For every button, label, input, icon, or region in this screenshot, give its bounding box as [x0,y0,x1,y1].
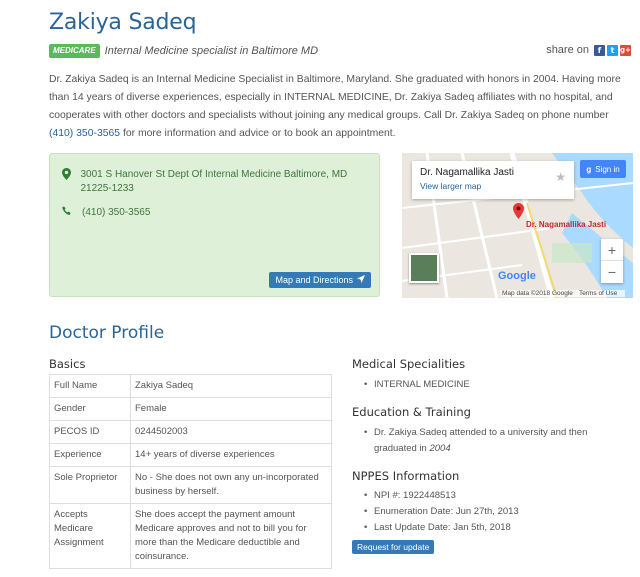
sign-in-button[interactable] [580,160,626,178]
location-arrow-icon [357,275,365,285]
list-item [362,425,632,457]
phone-icon [62,206,74,220]
facebook-icon[interactable]: f [594,45,605,56]
view-larger-map-link[interactable]: View larger map [420,181,482,191]
star-icon[interactable]: ★ [555,170,566,184]
twitter-icon[interactable]: t [607,45,618,56]
address-row [62,168,362,196]
list-item: • INTERNAL MEDICINE [362,377,470,393]
request-update-button[interactable]: Request for update [352,540,434,554]
basics-value: Female [131,398,332,421]
nppes-list [362,488,519,536]
phone-text[interactable]: (410) 350-3565 [82,207,151,218]
address-text: 3001 S Hanover St Dept Of Internal Medicine Baltimore, MD 21225-1233 [80,169,348,194]
list-item: • Last Update Date: Jan 5th, 2018 [362,520,519,536]
education-heading: Education & Training [352,405,471,419]
doctor-name-title: Zakiya Sadeq [49,10,197,35]
basics-value: 14+ years of diverse experiences [131,444,332,467]
basics-heading: Basics [49,357,86,371]
satellite-thumbnail[interactable] [409,253,439,283]
basics-key: Accepts Medicare Assignment [50,504,131,569]
basics-value: 0244502003 [131,421,332,444]
list-item: • NPI #: 1922448513 [362,488,519,504]
map-marker-icon [62,168,72,196]
basics-key: Experience [50,444,131,467]
specialities-list [362,377,470,393]
place-name: Dr. Nagamallika Jasti [420,167,514,178]
terms-link[interactable]: Terms of Use [578,290,618,297]
zoom-in-button[interactable]: + [601,239,623,261]
basics-value: She does accept the payment amount Medicare approves and not to bill you for more than the Medicare deductible and coinsurance. [131,504,332,569]
specialty-location: Internal Medicine specialist in Baltimore MD [104,45,319,57]
table-row [50,467,332,504]
education-year: 2004 [429,443,451,454]
medicare-badge: MEDICARE [49,44,100,58]
basics-value: Zakiya Sadeq [131,375,332,398]
bio-text: Dr. Zakiya Sadeq is an Internal Medicine Specialist in Baltimore, Maryland. She graduated with honors in 2004. Having more than 14 years of diverse experiences, especially in INTERNAL MEDICINE, Dr. Zakiya Sadeq affiliates with no hospital, and cooperates with other doctors and specialists without joining any medical groups. Call Dr. Zakiya Sadeq on phone number [49,74,621,121]
table-row [50,504,332,569]
basics-key: Full Name [50,375,131,398]
table-row [50,444,332,467]
address-box [49,153,380,297]
list-item: • Enumeration Date: Jun 27th, 2013 [362,504,519,520]
table-row [50,398,332,421]
table-row [50,375,332,398]
map-data-credit: Map data ©2018 Google [502,290,573,297]
google-plus-icon[interactable]: g+ [620,46,631,54]
education-text: Dr. Zakiya Sadeq attended to a university and then graduated in [374,427,588,454]
map-directions-label: Map and Directions [275,275,353,285]
phone-row [62,206,150,220]
google-g-icon: g [586,164,592,174]
bio-text-after: for more information and advice or to book an appointment. [120,128,396,139]
sign-in-label: Sign in [595,164,620,174]
basics-table [49,374,332,569]
zoom-controls [601,239,623,283]
zoom-out-button[interactable]: − [607,264,617,280]
nppes-heading: NPPES Information [352,469,460,483]
basics-key: Gender [50,398,131,421]
google-logo: Google [498,270,536,282]
doctor-bio [49,71,633,143]
basics-value: No - She does not own any un-incorporated business by herself. [131,467,332,504]
subtitle-line [49,44,318,58]
table-row [50,421,332,444]
map-footer [500,290,625,297]
education-list [362,425,632,457]
share-bar [546,44,631,56]
embedded-map[interactable] [402,153,633,298]
map-pin-label: Dr. Nagamallika Jasti [526,220,607,229]
basics-key: Sole Proprietor [50,467,131,504]
share-label: share on [546,44,589,56]
basics-key: PECOS ID [50,421,131,444]
bio-phone-link[interactable]: (410) 350-3565 [49,128,121,139]
place-card [412,161,574,199]
map-directions-button[interactable] [269,272,371,288]
specialities-heading: Medical Specialities [352,357,466,371]
doctor-profile-heading: Doctor Profile [49,323,165,343]
